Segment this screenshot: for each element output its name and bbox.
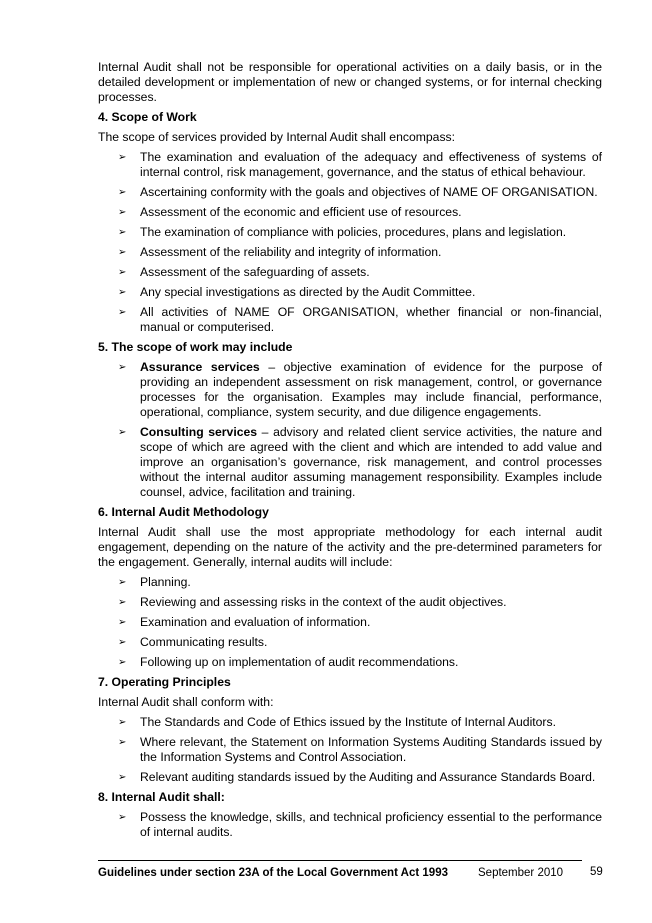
- arrow-bullet-icon: ➢: [118, 637, 127, 648]
- arrow-bullet-icon: ➢: [118, 617, 127, 628]
- section-6-heading: 6. Internal Audit Methodology: [98, 505, 269, 519]
- document-body: [98, 60, 602, 845]
- arrow-bullet-icon: ➢: [118, 247, 127, 258]
- list-item: ➢ Consulting services – advisory and related client service activities, the nature and scope of which are agreed with the client and which are intended to add value and improve an organisation’s governance, risk management, and control processes without the internal auditor assuming management responsibility. Examples include counsel, advice, facilitation and training.: [118, 425, 602, 499]
- list-item: ➢ Ascertaining conformity with the goals and objectives of NAME OF ORGANISATION.: [118, 185, 598, 199]
- page-number: 59: [590, 866, 603, 878]
- list-item: ➢ Assessment of the safeguarding of assets.: [118, 265, 370, 279]
- section-8-list: [98, 810, 602, 840]
- list-item: ➢ Assessment of the reliability and integrity of information.: [118, 245, 442, 259]
- intro-paragraph: Internal Audit shall not be responsible for operational activities on a daily basis, or in the detailed development or implementation of new or changed systems, or for internal checking processes.: [98, 60, 602, 104]
- arrow-bullet-icon: ➢: [118, 267, 127, 278]
- list-item: ➢ Assessment of the economic and efficient use of resources.: [118, 205, 462, 219]
- arrow-bullet-icon: ➢: [118, 812, 127, 823]
- list-item: ➢ The examination of compliance with policies, procedures, plans and legislation.: [118, 225, 567, 239]
- arrow-bullet-icon: ➢: [118, 657, 127, 668]
- list-item: ➢ Assurance services – objective examination of evidence for the purpose of providing an independent assessment on risk management, control, or governance processes for the organisation. Examples may include financial, performance, operational, compliance, system security, and due diligence engagements.: [118, 360, 602, 419]
- arrow-bullet-icon: ➢: [118, 737, 127, 748]
- list-item: ➢ Examination and evaluation of information.: [118, 615, 371, 629]
- section-4-list: [98, 150, 602, 335]
- list-item: ➢ Reviewing and assessing risks in the context of the audit objectives.: [118, 595, 507, 609]
- list-item: ➢ Where relevant, the Statement on Information Systems Auditing Standards issued by the Information Systems and Control Association.: [118, 735, 602, 764]
- section-7-lead: Internal Audit shall conform with:: [98, 695, 274, 709]
- assurance-services-term: Assurance services: [140, 360, 260, 374]
- list-item: ➢ The examination and evaluation of the adequacy and effectiveness of systems of internal control, risk management, governance, and the status of ethical behaviour.: [118, 150, 602, 179]
- arrow-bullet-icon: ➢: [118, 152, 127, 163]
- section-8-heading: 8. Internal Audit shall:: [98, 790, 225, 804]
- list-item: ➢ Planning.: [118, 575, 191, 589]
- arrow-bullet-icon: ➢: [118, 307, 127, 318]
- section-4-lead: The scope of services provided by Internal Audit shall encompass:: [98, 130, 456, 144]
- arrow-bullet-icon: ➢: [118, 772, 127, 783]
- section-5-list: [98, 360, 602, 500]
- footer-divider: [98, 860, 582, 861]
- list-item: ➢ Possess the knowledge, skills, and technical proficiency essential to the performance of internal audits.: [118, 810, 602, 839]
- footer-date: September 2010: [478, 867, 564, 879]
- list-item: ➢ Communicating results.: [118, 635, 268, 649]
- list-item: ➢ Following up on implementation of audit recommendations.: [118, 655, 459, 669]
- list-item: ➢ The Standards and Code of Ethics issued by the Institute of Internal Auditors.: [118, 715, 556, 729]
- arrow-bullet-icon: ➢: [118, 717, 127, 728]
- section-7-list: [98, 715, 602, 785]
- footer-title: Guidelines under section 23A of the Local Government Act 1993: [98, 867, 448, 879]
- section-7-heading: 7. Operating Principles: [98, 675, 231, 689]
- arrow-bullet-icon: ➢: [118, 187, 127, 198]
- arrow-bullet-icon: ➢: [118, 207, 127, 218]
- arrow-bullet-icon: ➢: [118, 577, 127, 588]
- section-5-heading: 5. The scope of work may include: [98, 340, 293, 354]
- arrow-bullet-icon: ➢: [118, 287, 127, 298]
- list-item: ➢ All activities of NAME OF ORGANISATION, whether financial or non-financial, manual or computerised.: [118, 305, 602, 334]
- arrow-bullet-icon: ➢: [118, 597, 127, 608]
- arrow-bullet-icon: ➢: [118, 227, 127, 238]
- section-6-lead: Internal Audit shall use the most appropriate methodology for each internal audit engagement, depending on the nature of the activity and the pre-determined parameters for the engagement. Generally, internal audits will include:: [98, 525, 602, 569]
- list-item: ➢ Relevant auditing standards issued by the Auditing and Assurance Standards Board.: [118, 770, 596, 784]
- list-item: ➢ Any special investigations as directed by the Audit Committee.: [118, 285, 476, 299]
- consulting-services-term: Consulting services: [140, 425, 258, 439]
- section-6-list: [98, 575, 602, 670]
- arrow-bullet-icon: ➢: [118, 427, 127, 438]
- arrow-bullet-icon: ➢: [118, 362, 127, 373]
- section-4-heading: 4. Scope of Work: [98, 110, 197, 124]
